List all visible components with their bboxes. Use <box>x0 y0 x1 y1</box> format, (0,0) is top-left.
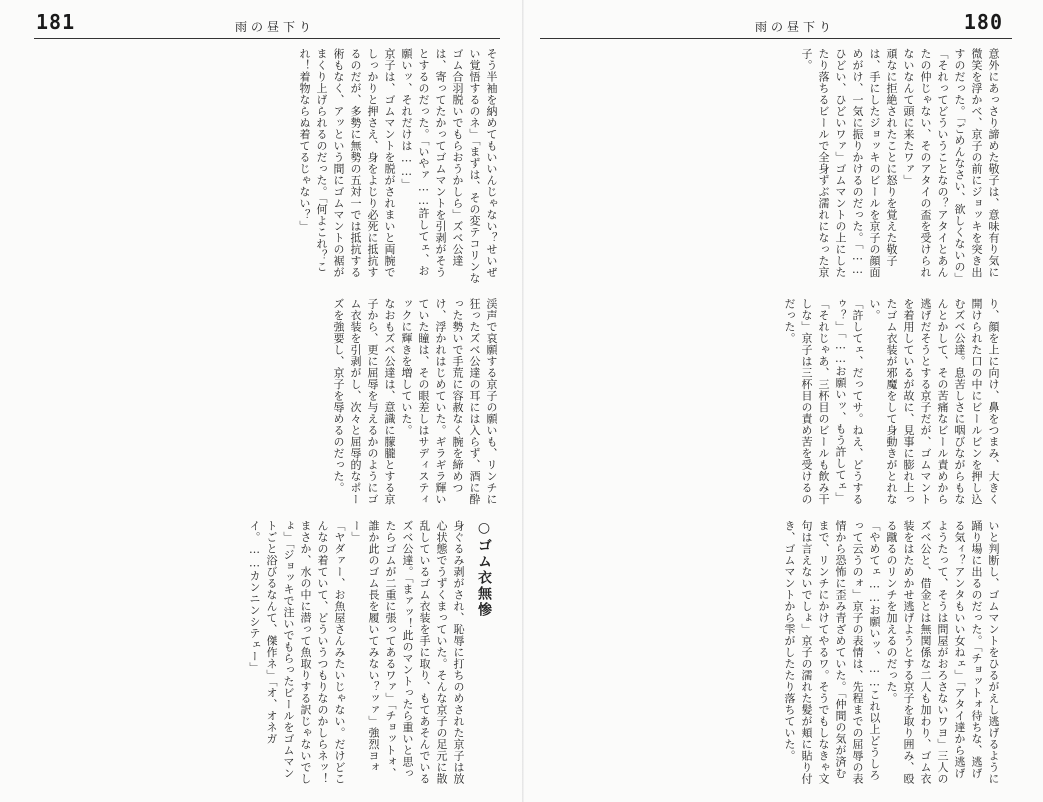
header-rule-right <box>540 38 1012 39</box>
right-page-middle-text <box>540 298 1002 512</box>
right-page-lower-text <box>540 520 1002 790</box>
section-heading: ○ゴム衣無惨 <box>476 520 492 618</box>
page-number-left: 181 <box>36 10 76 34</box>
page-gutter <box>522 0 524 802</box>
paragraph: 「ヤダァー、お魚屋さんみたいじゃない。だけどこんなの着ていて、どういうつもりなのかしらネッ！まさか、水の中に潜って魚取りする訳じゃないでしょ」「ジョッキで注いでもらったビールをゴムマントごと浴びるなんて、傑作ネ」「オ、オネガイ。……カンニンシテェー」 <box>248 520 346 785</box>
running-head-right: 雨の昼下り <box>754 19 835 34</box>
left-page-upper-text <box>34 48 500 284</box>
right-page-upper-text <box>540 48 1002 284</box>
left-page-middle-text <box>34 298 500 512</box>
page-number-right: 180 <box>963 10 1003 34</box>
paragraph: 京子は、ゴムマントを脱がされまいと両腕でしっかりと押さえ、身をよじり必死に抵抗するのだが、多勢に無勢の五対一では抵抗する術もなく、アッという間にゴムマントの裾がまくり上げられるのだった。「何よこれ？これ！着物ならぬ着てるじゃない？」 <box>298 48 396 278</box>
paragraph: 身ぐるみ剥がされ、恥辱に打ちのめされた京子は放心状態でうずくまっていた。そんな京子の足元に散乱しているゴム衣装を手に取り、もてあそんでいるズベ公達。「まァッ！此のマントったら重いと思ったらゴムが二重に張ってあるワァ」「チョットォ、誰か此のゴム長を履いてみない？ッァ」強烈ヨォー」 <box>350 520 465 785</box>
paragraph: 意外にあっさり諦めた敬子は、意味有り気に微笑を浮かべ、京子の前にジョッキを突き出すのだった。「ごめんなさい、欲しくないの」「それってどういうことなの？アタイとあんたの仲じゃない、そのアタイの盃を受けられないなんて頭に来たワァ」 <box>902 48 1000 284</box>
running-head-left: 雨の昼下り <box>234 19 315 34</box>
paragraph: り、顔を上に向け、鼻をつまみ、大きく開けられた口の中にビールビンを押し込むズベ公達。息苦しさに咽びながらもなんとかして、その苦痛なビール責めから逃げだそうとする京子だが、ゴムマントを着用しているが故に、見事に膨れ上ったゴム衣装が邪魔をして身動きがとれない。 <box>868 298 1000 505</box>
left-page-lower-text <box>34 520 500 790</box>
paragraph: 「やめてェ……お願いッ、……これ以上どうしろって云うのォ」京子の表情は、先程までの屈辱の表情から恐怖に歪み青ざめていた。「仲間の気が済むまで、リンチにかけてやるワ。そうでもしなきゃ文句は言えないでしょ」京子の濡れた髪が頬に貼り付き、ゴムマントから雫がしたたり落ちていた。 <box>783 520 881 785</box>
paragraph: そう半袖を納めてもいいんじゃない？せいぜい覚悟するのネ」「まずは、その変テコリンなゴム合羽脱いでもらおうかしら」ズベ公達は、寄ってたかってゴムマントを引剥がそうとするのだった。「いやァ……許してェ、お願いッ、それだけは……」 <box>400 48 498 284</box>
paragraph: 渓声で哀願する京子の願いも、リンチに狂ったズベ公達の耳には入らず、酒に酔った勢いで手荒に容赦なく腕を締めつけ、浮かれはじめていた。ギラギラ輝いていた瞳は、その眼差しはサディスティックに輝きを増していた。 <box>400 298 498 505</box>
paragraph: 頑なに拒絶されたことに怒りを覚えた敬子は、手にしたジョッキのビールを京子の顔面めがけ、一気に振りかけるのだった。「……ひどい、ひどいワァ」ゴムマントの上にしたたり落ちるビールで全身ずぶ濡れになった京子。 <box>800 48 898 278</box>
paragraph: 「許してェ、だってサ。ねえ、どうするゥ？」「……お願いッ、もう許してェ」「それじゃあ、三杯目のビールも飲み干しな」京子は三杯目の責め苦を受けるのだった。 <box>783 298 864 505</box>
paragraph: いと判断し、ゴムマントをひるがえし逃げるように踊り場に出るのだった。「チョットォ待ちな、逃げる気ィ？アンタもいい女ねェ」「アタイ達から逃げようたって、そうは問屋がおろさないワヨ」三人のズベ公と、借金とは無関係な二人も加わり、ゴム衣装をはためかせ逃げようとする京子を取り囲み、殴る蹴るのリンチを加えるのだった。 <box>885 520 1000 785</box>
header-rule-left <box>34 38 500 39</box>
paragraph: なおもズベ公達は、意識に朦朧とする京子から、更に屈辱を与えるかのようにゴム衣装を引剥がし、次々と屈辱的なポーズを強要し、京子を辱めるのだった。 <box>332 298 396 505</box>
